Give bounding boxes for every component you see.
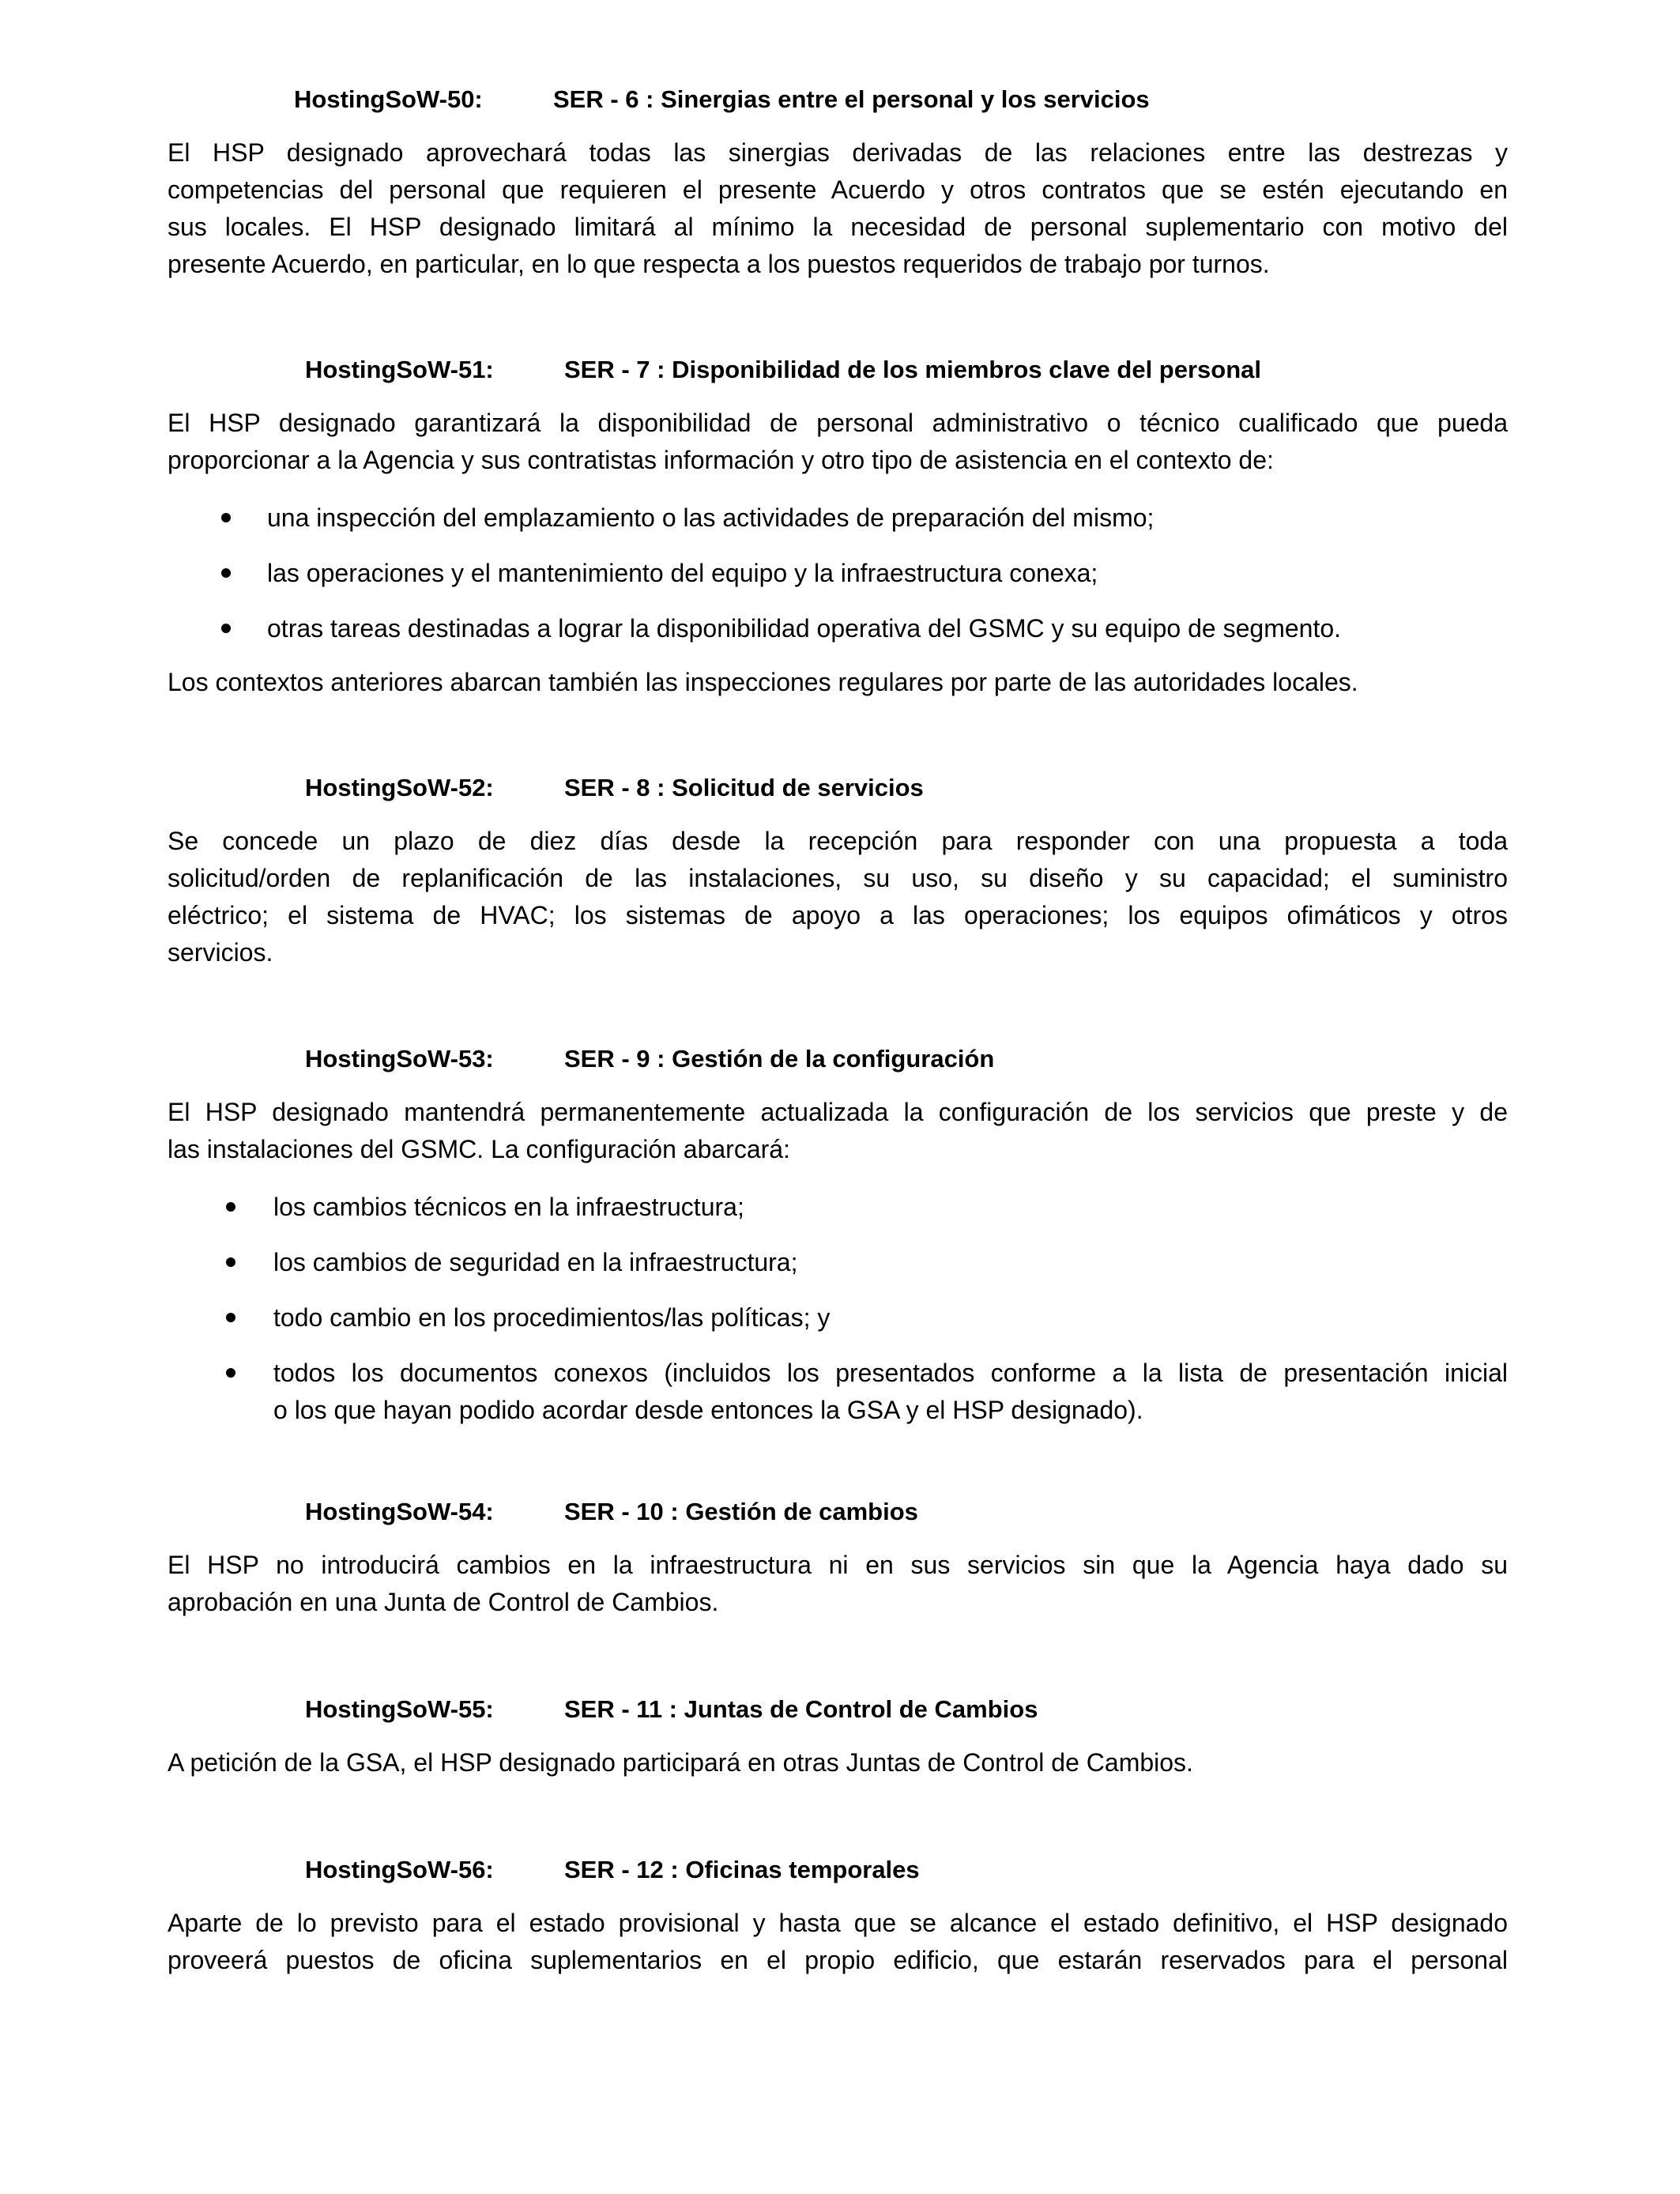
bullet-item: todo cambio en los procedimientos/las políticas; y (273, 1303, 831, 1332)
requirement-code: HostingSoW-50: (294, 85, 483, 113)
requirement-title: SER - 6 : Sinergias entre el personal y los servicios (553, 85, 1150, 113)
requirement-title: SER - 9 : Gestión de la configuración (564, 1045, 995, 1072)
requirement-code: HostingSoW-51: (305, 356, 494, 383)
paragraph-line: proveerá puestos de oficina suplementarios en el propio edificio, que estarán reservados para el personal (168, 1946, 1508, 1974)
requirement-title: SER - 12 : Oficinas temporales (564, 1856, 920, 1883)
paragraph-line: Se concede un plazo de diez días desde la recepción para responder con una propuesta a toda (168, 827, 1508, 855)
paragraph-line: Aparte de lo previsto para el estado provisional y hasta que se alcance el estado definitivo, el HSP designado (168, 1909, 1508, 1937)
paragraph-line: las instalaciones del GSMC. La configuración abarcará: (168, 1135, 790, 1163)
requirement-title: SER - 8 : Solicitud de servicios (564, 774, 924, 801)
requirement-code: HostingSoW-52: (305, 774, 494, 801)
requirement-code: HostingSoW-56: (305, 1856, 494, 1883)
bullet-item: los cambios de seguridad en la infraestructura; (273, 1248, 798, 1276)
paragraph-line: sus locales. El HSP designado limitará al mínimo la necesidad de personal suplementario con motivo del (168, 213, 1508, 241)
requirement-code: HostingSoW-54: (305, 1498, 494, 1525)
paragraph-line: El HSP no introducirá cambios en la infraestructura ni en sus servicios sin que la Agencia haya dado su (168, 1551, 1508, 1579)
bullet-item-continuation: o los que hayan podido acordar desde entonces la GSA y el HSP designado). (273, 1396, 1143, 1424)
requirement-title: SER - 7 : Disponibilidad de los miembros clave del personal (564, 356, 1262, 383)
bullet-icon (221, 568, 231, 578)
paragraph-line: A petición de la GSA, el HSP designado participará en otras Juntas de Control de Cambios. (168, 1748, 1193, 1777)
bullet-item: una inspección del emplazamiento o las actividades de preparación del mismo; (267, 503, 1155, 532)
bullet-item: las operaciones y el mantenimiento del equipo y la infraestructura conexa; (267, 559, 1098, 587)
bullet-item: los cambios técnicos en la infraestructura; (273, 1193, 744, 1221)
paragraph-line: El HSP designado aprovechará todas las sinergias derivadas de las relaciones entre las destrezas y (168, 138, 1508, 167)
requirement-title: SER - 10 : Gestión de cambios (564, 1498, 918, 1525)
bullet-item: otras tareas destinadas a lograr la disponibilidad operativa del GSMC y su equipo de segmento. (267, 614, 1342, 643)
requirement-title: SER - 11 : Juntas de Control de Cambios (564, 1695, 1038, 1723)
bullet-icon (226, 1313, 235, 1322)
paragraph-line: eléctrico; el sistema de HVAC; los sistemas de apoyo a las operaciones; los equipos ofimáticos y otros (168, 901, 1508, 929)
paragraph-line: aprobación en una Junta de Control de Cambios. (168, 1588, 719, 1616)
bullet-icon (221, 513, 231, 522)
bullet-item: todos los documentos conexos (incluidos los presentados conforme a la lista de presentación inicial (273, 1359, 1508, 1387)
paragraph-line: Los contextos anteriores abarcan también las inspecciones regulares por parte de las autoridades locales. (168, 668, 1358, 696)
paragraph-line: El HSP designado garantizará la disponibilidad de personal administrativo o técnico cualificado que pueda (168, 409, 1508, 437)
bullet-icon (221, 624, 231, 633)
requirement-code: HostingSoW-55: (305, 1695, 494, 1723)
requirement-code: HostingSoW-53: (305, 1045, 494, 1072)
paragraph-line: solicitud/orden de replanificación de las instalaciones, su uso, su diseño y su capacidad; el suministro (168, 864, 1508, 892)
paragraph-line: servicios. (168, 938, 273, 967)
bullet-icon (226, 1202, 235, 1212)
paragraph-line: El HSP designado mantendrá permanentemente actualizada la configuración de los servicios que preste y de (168, 1098, 1508, 1126)
bullet-icon (226, 1257, 235, 1267)
paragraph-line: presente Acuerdo, en particular, en lo que respecta a los puestos requeridos de trabajo por turnos. (168, 250, 1270, 278)
paragraph-line: proporcionar a la Agencia y sus contratistas información y otro tipo de asistencia en el contexto de: (168, 446, 1274, 474)
bullet-icon (226, 1368, 235, 1378)
paragraph-line: competencias del personal que requieren el presente Acuerdo y otros contratos que se estén ejecutando en (168, 175, 1508, 204)
